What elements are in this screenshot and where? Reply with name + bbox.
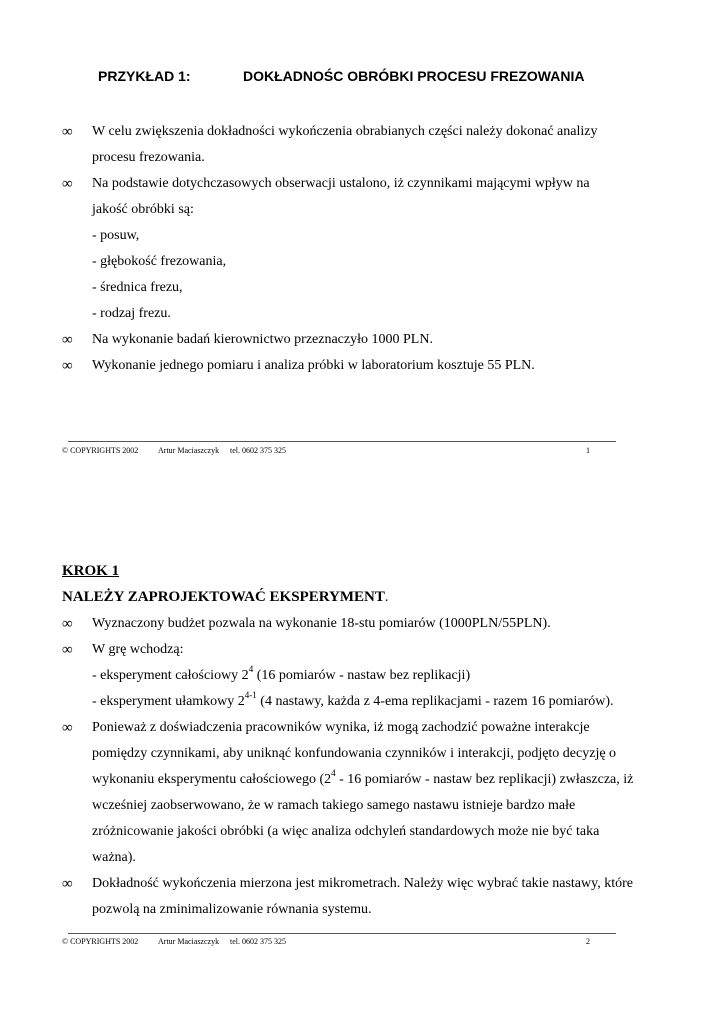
infinity-bullet-icon: ∞: [62, 642, 73, 658]
paragraph-line: zróżnicowanie jakości obróbki (a więc analiza odchyleń standardowych może nie być taka: [92, 824, 600, 839]
infinity-bullet-icon: ∞: [62, 876, 73, 892]
paragraph-line: jakość obróbki są:: [92, 202, 194, 217]
list-item: [62, 171, 642, 327]
infinity-bullet-icon: ∞: [62, 124, 73, 140]
exponent: 4: [331, 768, 336, 779]
infinity-bullet-icon: ∞: [62, 358, 73, 374]
page-number: 2: [586, 937, 590, 946]
page2-body: [62, 558, 642, 923]
footer-divider: [68, 441, 616, 442]
list-item: [62, 353, 642, 379]
page1-body: [62, 119, 642, 379]
footer-divider: [68, 933, 616, 934]
title-label: PRZYKŁAD 1:: [98, 68, 191, 84]
document-page-1: [0, 0, 724, 470]
list-item: [62, 637, 642, 715]
option-line: [92, 663, 642, 689]
factor-item: - średnica frezu,: [92, 280, 183, 295]
paragraph-line: W celu zwiększenia dokładności wykończenia obrabianych części należy dokonać analizy: [92, 124, 598, 139]
paragraph-text: - 16 pomiarów - nastaw bez replikacji) zwłaszcza, iż: [335, 772, 634, 787]
footer-phone: tel. 0602 375 325: [230, 937, 286, 946]
paragraph-text: wykonaniu eksperymentu całościowego (2: [92, 772, 332, 787]
title-text: DOKŁADNOŚC OBRÓBKI PROCESU FREZOWANIA: [243, 68, 585, 84]
infinity-bullet-icon: ∞: [62, 332, 73, 348]
factor-item: - posuw,: [92, 228, 140, 243]
paragraph-line: wcześniej zaobserwowano, że w ramach takiego samego nastawu istnieje bardzo małe: [92, 798, 576, 813]
footer-copyright: © COPYRIGHTS 2002: [62, 937, 139, 946]
option-line: [92, 689, 642, 715]
list-item: [62, 119, 642, 171]
exponent: 4-1: [244, 690, 257, 701]
paragraph-line: pomiędzy czynnikami, aby uniknąć konfundowania czynników i interakcji, podjęto decyzję o: [92, 746, 617, 761]
paragraph-line: Wyznaczony budżet pozwala na wykonanie 18-stu pomiarów (1000PLN/55PLN).: [92, 616, 551, 631]
list-item: [62, 871, 642, 923]
factor-item: - głębokość frezowania,: [92, 254, 227, 269]
paragraph-line: procesu frezowania.: [92, 150, 205, 165]
paragraph-line: [92, 767, 642, 793]
factor-item: - rodzaj frezu.: [92, 306, 171, 321]
infinity-bullet-icon: ∞: [62, 616, 73, 632]
paragraph-line: pozwolą na zminimalizowanie równania systemu.: [92, 902, 372, 917]
paragraph-line: Na podstawie dotychczasowych obserwacji ustalono, iż czynnikami mającymi wpływ na: [92, 176, 590, 191]
exponent: 4: [248, 664, 254, 675]
footer-phone: tel. 0602 375 325: [230, 446, 286, 455]
paragraph-line: Dokładność wykończenia mierzona jest mikrometrach. Należy więc wybrać takie nastawy, które: [92, 876, 633, 891]
footer-copyright: © COPYRIGHTS 2002: [62, 446, 139, 455]
page-number: 1: [586, 446, 590, 455]
heading-text: NALEŻY ZAPROJEKTOWAĆ EKSPERYMENT: [62, 589, 385, 605]
section-heading: [62, 584, 642, 611]
option-text: (4 nastawy, każda z 4-ema replikacjami - razem 16 pomiarów).: [256, 694, 614, 709]
infinity-bullet-icon: ∞: [62, 176, 73, 192]
footer-author: Artur Maciaszczyk: [158, 446, 220, 455]
list-item: [62, 611, 642, 637]
paragraph-line: Na wykonanie badań kierownictwo przeznaczyło 1000 PLN.: [92, 332, 433, 347]
option-text: (16 pomiarów - nastaw bez replikacji): [253, 668, 471, 683]
heading-period: .: [384, 590, 389, 605]
option-text: - eksperyment całościowy 2: [92, 668, 249, 683]
list-item: [62, 715, 642, 871]
step-label: KROK 1: [62, 563, 120, 579]
paragraph-line: ważna).: [92, 850, 136, 865]
option-text: - eksperyment ułamkowy 2: [92, 694, 245, 709]
paragraph-line: Wykonanie jednego pomiaru i analiza próbki w laboratorium kosztuje 55 PLN.: [92, 358, 535, 373]
footer-author: Artur Maciaszczyk: [158, 937, 220, 946]
list-item: [62, 327, 642, 353]
paragraph-line: Ponieważ z doświadczenia pracowników wynika, iż mogą zachodzić poważne interakcje: [92, 720, 590, 735]
infinity-bullet-icon: ∞: [62, 720, 73, 736]
paragraph-line: W grę wchodzą:: [92, 642, 184, 657]
